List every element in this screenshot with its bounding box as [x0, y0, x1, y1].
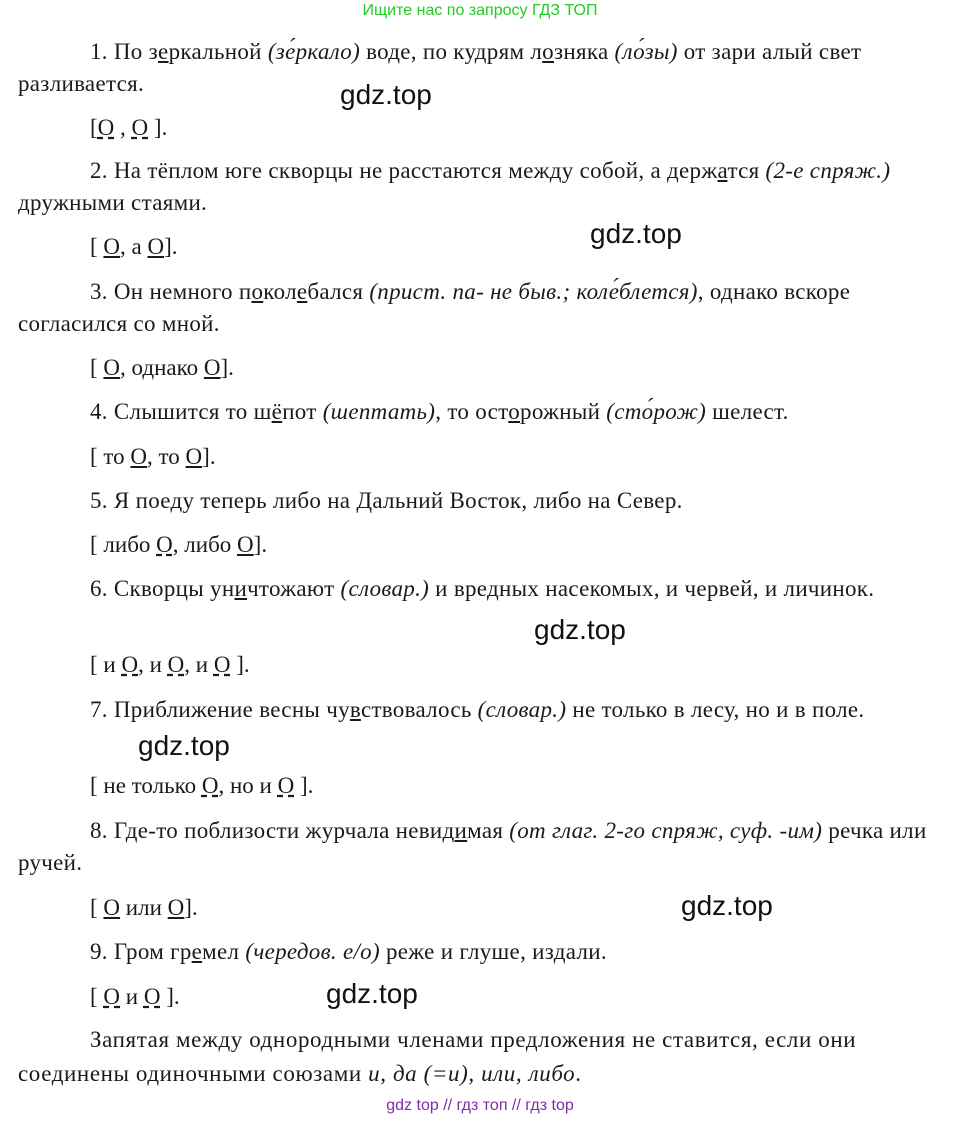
punctuation-rule: Запятая между однородными членами предложения не ставится, если они соединены одиночными союзами и, да (=и), или, либо. [18, 1027, 857, 1086]
sentence-2: 2. На тёплом юге скворцы не расстаются между собой, а держатся (2-е спряж.) дружными стаями. [18, 158, 891, 215]
watermark: gdz.top [534, 614, 626, 645]
scheme-5: [ либо О, либо О]. [90, 532, 268, 557]
scheme-7: [ не только О, но и О ]. [90, 773, 314, 798]
sentence-8: 8. Где-то поблизости журчала невидимая (от глаг. 2-го спряж, суф. -им) речка или ручей. [18, 818, 927, 875]
watermark: gdz.top [138, 730, 230, 761]
sentence-4: 4. Слышится то шёпот (шептать), то осторожный (сто́рож) шелест. [90, 399, 789, 424]
search-banner[interactable]: Ищите нас по запросу ГДЗ ТОП [362, 2, 598, 19]
sentence-3: 3. Он немного поколебался (прист. па- не быв.; коле́блется), однако вскоре согласился со мной. [18, 279, 851, 336]
scheme-1: [О , О ]. [90, 115, 168, 140]
watermark: gdz.top [681, 890, 773, 921]
scheme-2: [ О, а О]. [90, 234, 178, 259]
sentence-9: 9. Гром гремел (чередов. е/о) реже и глуше, издали. [90, 939, 607, 964]
sentence-7: 7. Приближение весны чувствовалось (словар.) не только в лесу, но и в поле. [90, 697, 865, 722]
sentence-6: 6. Скворцы уничтожают (словар.) и вредных насекомых, и червей, и личинок. [90, 576, 875, 601]
scheme-8: [ О или О]. [90, 895, 198, 920]
scheme-4: [ то О, то О]. [90, 444, 216, 469]
watermark: gdz.top [340, 79, 432, 110]
scheme-9: [ О и О ]. [90, 984, 180, 1009]
watermark: gdz.top [326, 978, 418, 1009]
scheme-6: [ и О, и О, и О ]. [90, 652, 250, 677]
scheme-3: [ О, однако О]. [90, 355, 234, 380]
sentence-5: 5. Я поеду теперь либо на Дальний Восток, либо на Север. [90, 488, 683, 513]
watermark: gdz.top [590, 218, 682, 249]
footer-links[interactable]: gdz top // гдз топ // гдз top [386, 1097, 574, 1114]
sentence-1: 1. По зеркальной (зе́ркало) воде, по кудрям лозняка (ло́зы) от зари алый свет разливается. [18, 39, 862, 96]
